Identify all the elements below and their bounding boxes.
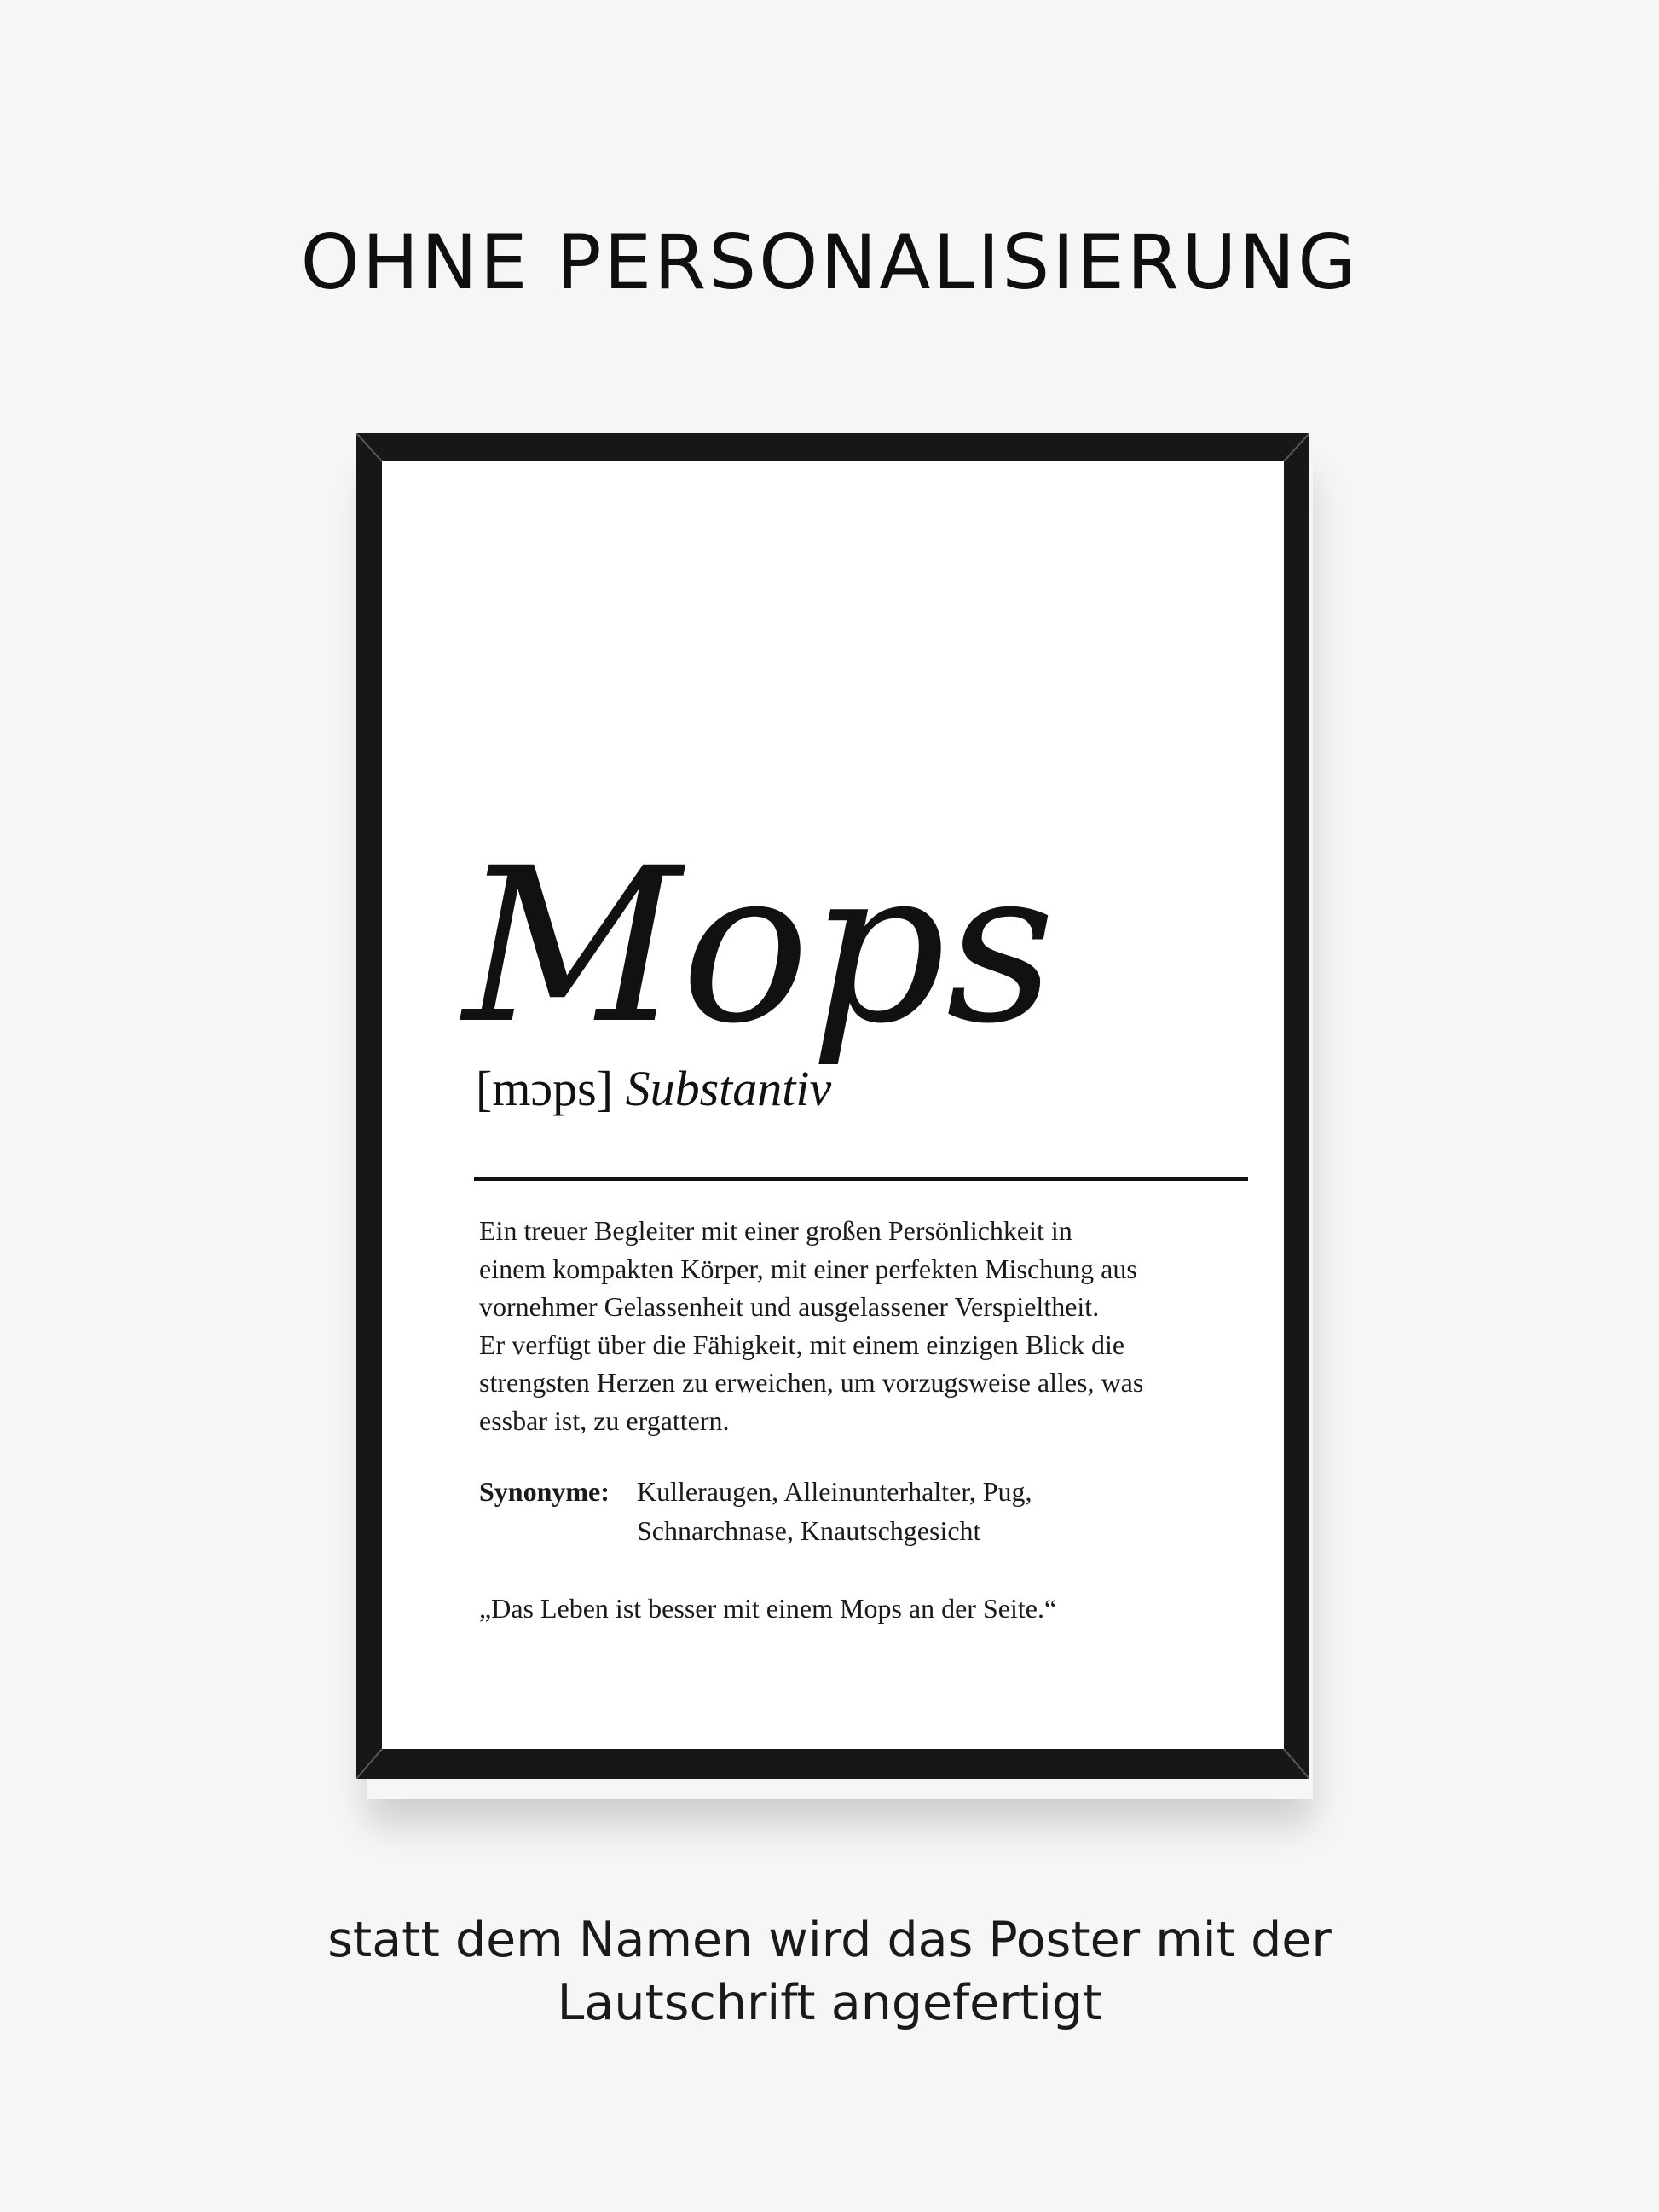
- poster-frame: [356, 433, 1309, 1779]
- definition-line: Ein treuer Begleiter mit einer großen Persönlichkeit in: [479, 1215, 1072, 1246]
- poster-paper: [382, 461, 1284, 1749]
- phonetic-line: [476, 1060, 831, 1117]
- word-type: Substantiv: [625, 1061, 832, 1116]
- caption: [0, 1908, 1659, 2035]
- page-heading: OHNE PERSONALISIERUNG: [300, 218, 1359, 306]
- synonyms-line: Schnarchnase, Knautschgesicht: [637, 1515, 981, 1546]
- definition-line: strengsten Herzen zu erweichen, um vorzugsweise alles, was: [479, 1367, 1144, 1398]
- definition-line: essbar ist, zu ergattern.: [479, 1404, 730, 1436]
- definition-text: [479, 1212, 1246, 1439]
- definition-line: einem kompakten Körper, mit einer perfekten Mischung aus: [479, 1253, 1137, 1284]
- synonyms-values: [637, 1472, 1032, 1550]
- poster-title-text: Mops: [463, 822, 1055, 1070]
- synonyms-label: Synonyme:: [479, 1476, 610, 1507]
- divider-rule: [474, 1177, 1248, 1181]
- caption-line: statt dem Namen wird das Poster mit der: [327, 1912, 1332, 1968]
- caption-line: Lautschrift angefertigt: [557, 1975, 1102, 2031]
- definition-line: vornehmer Gelassenheit und ausgelassener Verspieltheit.: [479, 1291, 1100, 1322]
- quote-text: „Das Leben ist besser mit einem Mops an der Seite.“: [479, 1593, 1057, 1624]
- synonyms-line: Kulleraugen, Alleinunterhalter, Pug,: [637, 1476, 1032, 1507]
- phonetic-transcription: [mɔps]: [476, 1061, 614, 1116]
- synonyms-block: [479, 1472, 1246, 1550]
- definition-line: Er verfügt über die Fähigkeit, mit einem einzigen Blick die: [479, 1329, 1125, 1360]
- background-top-band: [0, 0, 1659, 183]
